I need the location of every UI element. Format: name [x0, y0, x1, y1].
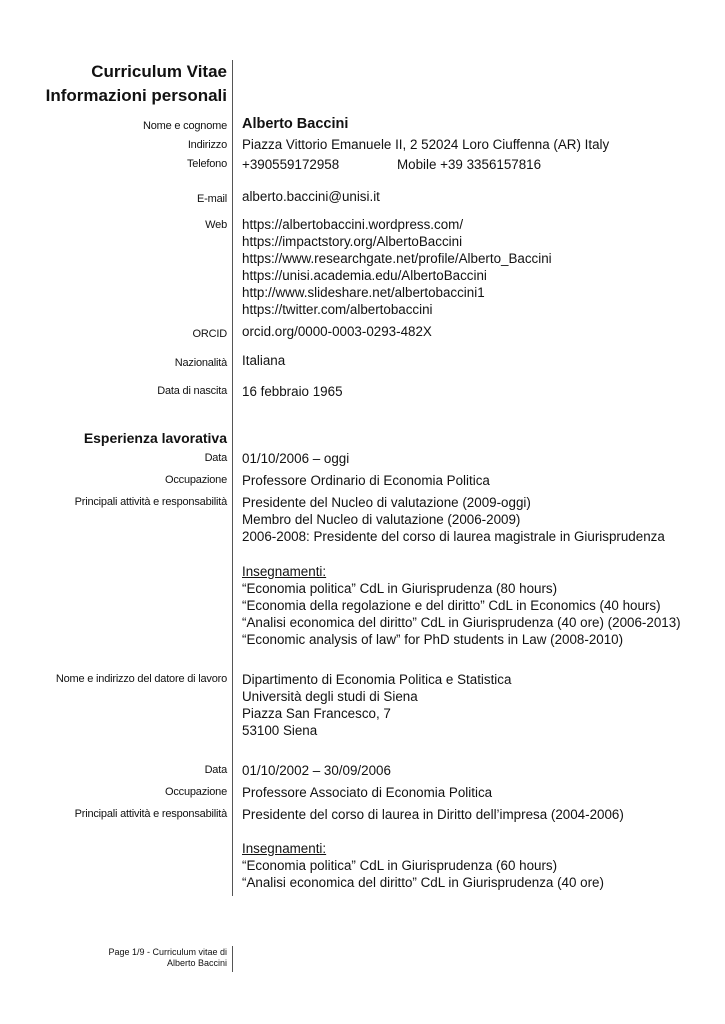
job2-activities: Presidente del corso di laurea in Diritto dell’impresa (2004-2006)	[242, 807, 624, 822]
occupation-label: Occupazione	[164, 474, 227, 486]
teaching-item: “Analisi economica del diritto” CdL in Giurisprudenza (40 ore) (2006-2013)	[242, 615, 681, 630]
footer-divider	[232, 946, 233, 972]
employer-label: Nome e indirizzo del datore di lavoro	[55, 673, 227, 685]
page-footer	[108, 947, 227, 969]
birth-label: Data di nascita	[157, 385, 227, 397]
job1-date: 01/10/2006 – oggi	[242, 451, 350, 466]
column-divider	[232, 60, 233, 896]
footer-line: Page 1/9 - Curriculum vitae di	[108, 947, 227, 957]
footer-line: Alberto Baccini	[166, 958, 227, 968]
employer-line: 53100 Siena	[242, 723, 318, 738]
nationality-label: Nazionalità	[174, 357, 227, 369]
teaching-item: “Analisi economica del diritto” CdL in Giurisprudenza (40 ore)	[242, 875, 604, 890]
web-label: Web	[205, 219, 227, 231]
address-label: Indirizzo	[187, 139, 227, 151]
birth-value: 16 febbraio 1965	[242, 384, 343, 399]
name-label: Nome e cognome	[142, 120, 227, 132]
cv-title: Curriculum Vitae	[91, 62, 227, 81]
employer-line: Piazza San Francesco, 7	[242, 706, 391, 721]
web-link[interactable]: https://twitter.com/albertobaccini	[242, 302, 433, 317]
employer-line: Università degli studi di Siena	[242, 689, 418, 704]
teaching-heading: Insegnamenti:	[242, 564, 327, 579]
section-work-experience: Esperienza lavorativa	[83, 430, 227, 446]
web-link[interactable]: http://www.slideshare.net/albertobaccini1	[242, 285, 485, 300]
email-link[interactable]: alberto.baccini@unisi.it	[242, 189, 380, 204]
address-value: Piazza Vittorio Emanuele II, 2 52024 Loro Ciuffenna (AR) Italy	[242, 137, 610, 152]
section-personal-info: Informazioni personali	[45, 86, 227, 105]
activity-item: Presidente del Nucleo di valutazione (2009-oggi)	[242, 495, 531, 510]
phone-label: Telefono	[187, 158, 227, 170]
employer-line: Dipartimento di Economia Politica e Statistica	[242, 672, 512, 687]
activity-item: Membro del Nucleo di valutazione (2006-2009)	[242, 512, 521, 527]
occupation-label: Occupazione	[164, 786, 227, 798]
teaching-item: “Economia politica” CdL in Giurisprudenza (80 hours)	[242, 581, 558, 596]
teaching-item: “Economia politica” CdL in Giurisprudenza (60 hours)	[242, 858, 558, 873]
web-link[interactable]: https://www.researchgate.net/profile/Alberto_Baccini	[242, 251, 552, 266]
teaching-item: “Economic analysis of law” for PhD students in Law (2008-2010)	[242, 632, 624, 647]
date-label: Data	[204, 452, 227, 464]
job2-teaching	[242, 840, 604, 891]
job2-occupation: Professore Associato di Economia Politica	[242, 785, 493, 800]
activity-item: 2006-2008: Presidente del corso di laurea magistrale in Giurisprudenza	[242, 529, 665, 544]
orcid-value[interactable]: orcid.org/0000-0003-0293-482X	[242, 324, 432, 339]
web-link[interactable]: https://unisi.academia.edu/AlbertoBaccini	[242, 268, 487, 283]
date-label: Data	[204, 764, 227, 776]
activities-label: Principali attività e responsabilità	[74, 808, 227, 820]
mobile-value: Mobile +39 3356157816	[397, 157, 542, 172]
web-links	[242, 216, 552, 318]
phone-value: +390559172958	[242, 157, 340, 172]
email-label: E-mail	[197, 193, 227, 205]
job1-teaching	[242, 563, 681, 648]
web-link[interactable]: https://albertobaccini.wordpress.com/	[242, 217, 464, 232]
teaching-heading: Insegnamenti:	[242, 841, 327, 856]
web-link[interactable]: https://impactstory.org/AlbertoBaccini	[242, 234, 463, 249]
job1-employer	[242, 671, 511, 739]
job1-activities	[242, 494, 665, 545]
nationality-value: Italiana	[242, 353, 286, 368]
job2-date: 01/10/2002 – 30/09/2006	[242, 763, 391, 778]
orcid-label: ORCID	[192, 328, 227, 340]
job1-occupation: Professore Ordinario di Economia Politica	[242, 473, 490, 488]
full-name: Alberto Baccini	[242, 116, 349, 132]
teaching-item: “Economia della regolazione e del diritto” CdL in Economics (40 hours)	[242, 598, 661, 613]
activities-label: Principali attività e responsabilità	[74, 496, 227, 508]
